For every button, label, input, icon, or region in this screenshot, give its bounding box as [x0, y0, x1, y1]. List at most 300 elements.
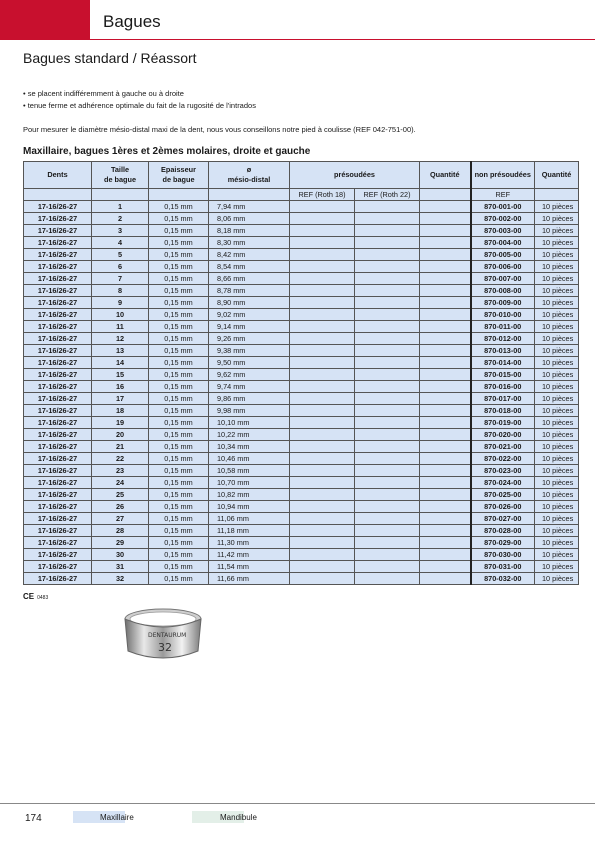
cell-quantite-2: 10 pièces — [535, 285, 579, 297]
cell-quantite-1 — [420, 405, 471, 417]
table-row — [24, 549, 579, 561]
cell-epaisseur: 0,15 mm — [149, 573, 209, 585]
cell-epaisseur: 0,15 mm — [149, 513, 209, 525]
cell-ref: 870-007-00 — [471, 273, 535, 285]
cell-quantite-1 — [420, 561, 471, 573]
cell-taille: 29 — [92, 537, 149, 549]
cell-ref-roth18 — [290, 249, 355, 261]
cell-quantite-2: 10 pièces — [535, 393, 579, 405]
cell-dents: 17-16/26-27 — [24, 441, 92, 453]
section-title: Bagues — [103, 12, 161, 31]
cell-ref-roth22 — [355, 477, 420, 489]
cell-ref: 870-020-00 — [471, 429, 535, 441]
cell-ref-roth22 — [355, 285, 420, 297]
cell-epaisseur: 0,15 mm — [149, 381, 209, 393]
header-rule — [0, 39, 595, 40]
cell-ref: 870-025-00 — [471, 489, 535, 501]
cell-quantite-2: 10 pièces — [535, 465, 579, 477]
cell-quantite-1 — [420, 537, 471, 549]
cell-ref: 870-022-00 — [471, 453, 535, 465]
cell-taille: 20 — [92, 429, 149, 441]
cell-quantite-2: 10 pièces — [535, 513, 579, 525]
table-row — [24, 321, 579, 333]
cell-epaisseur: 0,15 mm — [149, 561, 209, 573]
cell-taille: 3 — [92, 225, 149, 237]
cell-quantite-1 — [420, 357, 471, 369]
cell-ref-roth18 — [290, 453, 355, 465]
cell-diametre: 9,50 mm — [209, 357, 290, 369]
cell-taille: 32 — [92, 573, 149, 585]
cell-quantite-2: 10 pièces — [535, 489, 579, 501]
cell-quantite-2: 10 pièces — [535, 417, 579, 429]
cell-quantite-2: 10 pièces — [535, 261, 579, 273]
cell-ref-roth22 — [355, 561, 420, 573]
col-presoudees: présoudées — [290, 162, 420, 189]
cell-diametre: 11,54 mm — [209, 561, 290, 573]
band-brand-text: DENTAURUM — [148, 632, 187, 639]
cell-ref-roth18 — [290, 333, 355, 345]
cell-dents: 17-16/26-27 — [24, 477, 92, 489]
cell-ref-roth22 — [355, 333, 420, 345]
cell-ref-roth18 — [290, 573, 355, 585]
page-number: 174 — [25, 813, 42, 824]
cell-quantite-2: 10 pièces — [535, 405, 579, 417]
table-row — [24, 393, 579, 405]
cell-ref: 870-001-00 — [471, 201, 535, 213]
feature-item: • se placent indifféremment à gauche ou à droite — [23, 89, 184, 98]
table-row — [24, 489, 579, 501]
cell-quantite-2: 10 pièces — [535, 573, 579, 585]
feature-list — [23, 88, 256, 112]
cell-ref: 870-018-00 — [471, 405, 535, 417]
cell-ref-roth18 — [290, 225, 355, 237]
cell-quantite-1 — [420, 393, 471, 405]
cell-epaisseur: 0,15 mm — [149, 549, 209, 561]
cell-ref-roth22 — [355, 537, 420, 549]
cell-ref-roth22 — [355, 441, 420, 453]
cell-quantite-2: 10 pièces — [535, 441, 579, 453]
cell-quantite-1 — [420, 261, 471, 273]
cell-ref: 870-011-00 — [471, 321, 535, 333]
cell-epaisseur: 0,15 mm — [149, 321, 209, 333]
header-red-block — [0, 0, 90, 40]
cell-epaisseur: 0,15 mm — [149, 453, 209, 465]
cell-ref-roth22 — [355, 201, 420, 213]
cell-quantite-2: 10 pièces — [535, 225, 579, 237]
cell-diametre: 9,62 mm — [209, 369, 290, 381]
table-row — [24, 441, 579, 453]
table-row — [24, 273, 579, 285]
table-row — [24, 381, 579, 393]
cell-dents: 17-16/26-27 — [24, 501, 92, 513]
cell-ref: 870-030-00 — [471, 549, 535, 561]
cell-epaisseur: 0,15 mm — [149, 285, 209, 297]
cell-taille: 18 — [92, 405, 149, 417]
cell-ref: 870-021-00 — [471, 441, 535, 453]
cell-taille: 10 — [92, 309, 149, 321]
cell-ref: 870-002-00 — [471, 213, 535, 225]
cell-diametre: 8,18 mm — [209, 225, 290, 237]
legend-label-mandibule: Mandibule — [220, 813, 257, 822]
cell-ref-roth18 — [290, 537, 355, 549]
cell-ref: 870-013-00 — [471, 345, 535, 357]
cell-dents: 17-16/26-27 — [24, 225, 92, 237]
cell-dents: 17-16/26-27 — [24, 273, 92, 285]
cell-ref: 870-029-00 — [471, 537, 535, 549]
cell-quantite-1 — [420, 525, 471, 537]
cell-diametre: 11,66 mm — [209, 573, 290, 585]
cell-ref-roth18 — [290, 273, 355, 285]
cell-epaisseur: 0,15 mm — [149, 501, 209, 513]
cell-ref-roth22 — [355, 357, 420, 369]
cell-ref-roth18 — [290, 429, 355, 441]
cell-quantite-1 — [420, 273, 471, 285]
cell-ref-roth22 — [355, 465, 420, 477]
table-row — [24, 345, 579, 357]
cell-dents: 17-16/26-27 — [24, 393, 92, 405]
cell-epaisseur: 0,15 mm — [149, 477, 209, 489]
cell-dents: 17-16/26-27 — [24, 561, 92, 573]
cell-epaisseur: 0,15 mm — [149, 333, 209, 345]
cell-ref-roth18 — [290, 357, 355, 369]
cell-epaisseur: 0,15 mm — [149, 201, 209, 213]
cell-ref: 870-028-00 — [471, 525, 535, 537]
cell-quantite-1 — [420, 477, 471, 489]
cell-quantite-2: 10 pièces — [535, 525, 579, 537]
cell-taille: 19 — [92, 417, 149, 429]
cell-ref: 870-024-00 — [471, 477, 535, 489]
cell-quantite-2: 10 pièces — [535, 381, 579, 393]
cell-quantite-1 — [420, 381, 471, 393]
table-row — [24, 405, 579, 417]
cell-ref-roth18 — [290, 369, 355, 381]
cell-taille: 17 — [92, 393, 149, 405]
cell-diametre: 11,30 mm — [209, 537, 290, 549]
cell-ref-roth22 — [355, 453, 420, 465]
cell-ref-roth22 — [355, 417, 420, 429]
cell-quantite-1 — [420, 297, 471, 309]
cell-quantite-1 — [420, 213, 471, 225]
cell-taille: 27 — [92, 513, 149, 525]
cell-ref-roth22 — [355, 237, 420, 249]
cell-taille: 25 — [92, 489, 149, 501]
cell-quantite-1 — [420, 285, 471, 297]
table-row — [24, 513, 579, 525]
cell-quantite-2: 10 pièces — [535, 333, 579, 345]
cell-diametre: 9,86 mm — [209, 393, 290, 405]
table-row — [24, 201, 579, 213]
cell-ref-roth18 — [290, 405, 355, 417]
cell-ref-roth18 — [290, 441, 355, 453]
cell-dents: 17-16/26-27 — [24, 453, 92, 465]
col-ref-roth22: REF (Roth 22) — [355, 189, 420, 201]
cell-quantite-1 — [420, 201, 471, 213]
cell-quantite-1 — [420, 513, 471, 525]
cell-dents: 17-16/26-27 — [24, 381, 92, 393]
cell-diametre: 9,98 mm — [209, 405, 290, 417]
table-row — [24, 417, 579, 429]
cell-epaisseur: 0,15 mm — [149, 213, 209, 225]
footer-rule — [0, 803, 595, 804]
cell-epaisseur: 0,15 mm — [149, 417, 209, 429]
cell-quantite-1 — [420, 249, 471, 261]
cell-quantite-1 — [420, 573, 471, 585]
cell-quantite-2: 10 pièces — [535, 453, 579, 465]
cell-ref-roth18 — [290, 489, 355, 501]
cell-ref-roth22 — [355, 321, 420, 333]
cell-diametre: 8,90 mm — [209, 297, 290, 309]
cell-quantite-1 — [420, 453, 471, 465]
cell-diametre: 7,94 mm — [209, 201, 290, 213]
cell-ref: 870-026-00 — [471, 501, 535, 513]
cell-epaisseur: 0,15 mm — [149, 525, 209, 537]
cell-dents: 17-16/26-27 — [24, 201, 92, 213]
table-row — [24, 309, 579, 321]
cell-quantite-2: 10 pièces — [535, 345, 579, 357]
cell-taille: 23 — [92, 465, 149, 477]
cell-ref-roth18 — [290, 549, 355, 561]
cell-ref-roth18 — [290, 213, 355, 225]
cell-dents: 17-16/26-27 — [24, 237, 92, 249]
table-row — [24, 237, 579, 249]
cell-epaisseur: 0,15 mm — [149, 369, 209, 381]
cell-diametre: 9,02 mm — [209, 309, 290, 321]
table-row — [24, 453, 579, 465]
cell-dents: 17-16/26-27 — [24, 357, 92, 369]
cell-ref-roth22 — [355, 225, 420, 237]
col-non-presoudees: non présoudées — [471, 162, 535, 189]
cell-dents: 17-16/26-27 — [24, 537, 92, 549]
cell-taille: 15 — [92, 369, 149, 381]
cell-diametre: 11,06 mm — [209, 513, 290, 525]
table-row — [24, 261, 579, 273]
cell-ref: 870-017-00 — [471, 393, 535, 405]
cell-epaisseur: 0,15 mm — [149, 273, 209, 285]
cell-ref-roth18 — [290, 309, 355, 321]
table-row — [24, 465, 579, 477]
cell-diametre: 10,94 mm — [209, 501, 290, 513]
cell-diametre: 8,42 mm — [209, 249, 290, 261]
cell-epaisseur: 0,15 mm — [149, 297, 209, 309]
cell-ref-roth18 — [290, 261, 355, 273]
cell-ref: 870-032-00 — [471, 573, 535, 585]
col-taille: Taille de bague — [92, 162, 149, 189]
cell-dents: 17-16/26-27 — [24, 525, 92, 537]
cell-taille: 6 — [92, 261, 149, 273]
cell-diametre: 8,06 mm — [209, 213, 290, 225]
cell-dents: 17-16/26-27 — [24, 213, 92, 225]
cell-quantite-2: 10 pièces — [535, 561, 579, 573]
cell-ref-roth18 — [290, 417, 355, 429]
cell-dents: 17-16/26-27 — [24, 465, 92, 477]
cell-dents: 17-16/26-27 — [24, 489, 92, 501]
cell-quantite-1 — [420, 441, 471, 453]
cell-quantite-2: 10 pièces — [535, 297, 579, 309]
cell-epaisseur: 0,15 mm — [149, 225, 209, 237]
cell-ref-roth22 — [355, 273, 420, 285]
cell-diametre: 10,46 mm — [209, 453, 290, 465]
cell-quantite-2: 10 pièces — [535, 237, 579, 249]
cell-epaisseur: 0,15 mm — [149, 441, 209, 453]
cell-ref: 870-023-00 — [471, 465, 535, 477]
cell-quantite-2: 10 pièces — [535, 213, 579, 225]
cell-epaisseur: 0,15 mm — [149, 357, 209, 369]
cell-quantite-1 — [420, 429, 471, 441]
cell-ref: 870-012-00 — [471, 333, 535, 345]
orthodontic-band-image — [118, 605, 208, 665]
table-row — [24, 429, 579, 441]
cell-epaisseur: 0,15 mm — [149, 429, 209, 441]
cell-diametre: 8,66 mm — [209, 273, 290, 285]
cell-epaisseur: 0,15 mm — [149, 537, 209, 549]
cell-epaisseur: 0,15 mm — [149, 237, 209, 249]
cell-diametre: 9,74 mm — [209, 381, 290, 393]
cell-taille: 24 — [92, 477, 149, 489]
cell-diametre: 11,42 mm — [209, 549, 290, 561]
cell-dents: 17-16/26-27 — [24, 333, 92, 345]
cell-diametre: 10,58 mm — [209, 465, 290, 477]
cell-taille: 5 — [92, 249, 149, 261]
cell-quantite-1 — [420, 333, 471, 345]
cell-ref-roth22 — [355, 381, 420, 393]
cell-dents: 17-16/26-27 — [24, 309, 92, 321]
cell-ref-roth22 — [355, 393, 420, 405]
cell-ref-roth22 — [355, 213, 420, 225]
cell-dents: 17-16/26-27 — [24, 261, 92, 273]
cell-diametre: 10,34 mm — [209, 441, 290, 453]
cell-dents: 17-16/26-27 — [24, 513, 92, 525]
cell-dents: 17-16/26-27 — [24, 549, 92, 561]
cell-quantite-1 — [420, 369, 471, 381]
cell-epaisseur: 0,15 mm — [149, 393, 209, 405]
cell-quantite-2: 10 pièces — [535, 273, 579, 285]
cell-ref: 870-016-00 — [471, 381, 535, 393]
table-row — [24, 225, 579, 237]
cell-quantite-1 — [420, 345, 471, 357]
cell-ref: 870-006-00 — [471, 261, 535, 273]
cell-quantite-1 — [420, 237, 471, 249]
cell-ref-roth18 — [290, 345, 355, 357]
cell-ref: 870-027-00 — [471, 513, 535, 525]
cell-diametre: 11,18 mm — [209, 525, 290, 537]
table-row — [24, 525, 579, 537]
cell-taille: 14 — [92, 357, 149, 369]
cell-quantite-2: 10 pièces — [535, 369, 579, 381]
cell-epaisseur: 0,15 mm — [149, 345, 209, 357]
cell-ref-roth18 — [290, 513, 355, 525]
cell-ref-roth22 — [355, 549, 420, 561]
cell-ref-roth22 — [355, 513, 420, 525]
col-ref-roth18: REF (Roth 18) — [290, 189, 355, 201]
cell-dents: 17-16/26-27 — [24, 405, 92, 417]
page-subtitle: Bagues standard / Réassort — [23, 50, 197, 66]
cell-dents: 17-16/26-27 — [24, 429, 92, 441]
cell-taille: 28 — [92, 525, 149, 537]
cell-quantite-1 — [420, 225, 471, 237]
cell-dents: 17-16/26-27 — [24, 321, 92, 333]
cell-ref-roth22 — [355, 501, 420, 513]
cell-dents: 17-16/26-27 — [24, 573, 92, 585]
ce-mark: CE 0483 — [23, 592, 49, 601]
table-body — [24, 201, 579, 585]
table-row — [24, 213, 579, 225]
cell-taille: 9 — [92, 297, 149, 309]
cell-diametre: 8,30 mm — [209, 237, 290, 249]
cell-ref-roth22 — [355, 261, 420, 273]
col-epaisseur: Epaisseur de bague — [149, 162, 209, 189]
cell-ref-roth22 — [355, 297, 420, 309]
measurement-note: Pour mesurer le diamètre mésio-distal maxi de la dent, nous vous conseillons notre pied à coulisse (REF 042-751-00). — [23, 125, 416, 134]
cell-ref: 870-009-00 — [471, 297, 535, 309]
cell-ref-roth18 — [290, 465, 355, 477]
cell-taille: 12 — [92, 333, 149, 345]
table-row — [24, 357, 579, 369]
feature-item: • tenue ferme et adhérence optimale du fait de la rugosité de l'intrados — [23, 101, 256, 110]
cell-taille: 7 — [92, 273, 149, 285]
cell-ref-roth22 — [355, 429, 420, 441]
cell-diametre: 10,70 mm — [209, 477, 290, 489]
cell-epaisseur: 0,15 mm — [149, 309, 209, 321]
cell-dents: 17-16/26-27 — [24, 249, 92, 261]
table-row — [24, 369, 579, 381]
cell-ref-roth22 — [355, 345, 420, 357]
cell-ref-roth18 — [290, 237, 355, 249]
cell-dents: 17-16/26-27 — [24, 297, 92, 309]
cell-quantite-2: 10 pièces — [535, 501, 579, 513]
col-dents: Dents — [24, 162, 92, 189]
cell-ref: 870-008-00 — [471, 285, 535, 297]
cell-ref-roth22 — [355, 249, 420, 261]
cell-taille: 1 — [92, 201, 149, 213]
cell-taille: 21 — [92, 441, 149, 453]
band-size-text: 32 — [158, 641, 172, 654]
cell-ref: 870-031-00 — [471, 561, 535, 573]
cell-taille: 31 — [92, 561, 149, 573]
cell-dents: 17-16/26-27 — [24, 417, 92, 429]
cell-taille: 16 — [92, 381, 149, 393]
cell-quantite-2: 10 pièces — [535, 321, 579, 333]
cell-epaisseur: 0,15 mm — [149, 405, 209, 417]
cell-taille: 13 — [92, 345, 149, 357]
cell-ref-roth18 — [290, 381, 355, 393]
cell-ref-roth18 — [290, 201, 355, 213]
cell-quantite-2: 10 pièces — [535, 249, 579, 261]
cell-diametre: 8,78 mm — [209, 285, 290, 297]
cell-ref: 870-010-00 — [471, 309, 535, 321]
cell-diametre: 9,38 mm — [209, 345, 290, 357]
cell-quantite-2: 10 pièces — [535, 357, 579, 369]
cell-diametre: 8,54 mm — [209, 261, 290, 273]
cell-taille: 4 — [92, 237, 149, 249]
col-quantite-2: Quantité — [535, 162, 579, 189]
cell-ref-roth22 — [355, 309, 420, 321]
cell-epaisseur: 0,15 mm — [149, 465, 209, 477]
cell-ref-roth18 — [290, 525, 355, 537]
col-diametre: ø mésio-distal — [209, 162, 290, 189]
cell-diametre: 10,22 mm — [209, 429, 290, 441]
table-row — [24, 285, 579, 297]
cell-ref-roth18 — [290, 477, 355, 489]
cell-ref-roth18 — [290, 297, 355, 309]
cell-quantite-2: 10 pièces — [535, 201, 579, 213]
cell-ref-roth22 — [355, 369, 420, 381]
cell-ref-roth22 — [355, 573, 420, 585]
table-row — [24, 297, 579, 309]
cell-diametre: 9,26 mm — [209, 333, 290, 345]
cell-quantite-1 — [420, 465, 471, 477]
cell-ref-roth22 — [355, 489, 420, 501]
cell-quantite-1 — [420, 549, 471, 561]
